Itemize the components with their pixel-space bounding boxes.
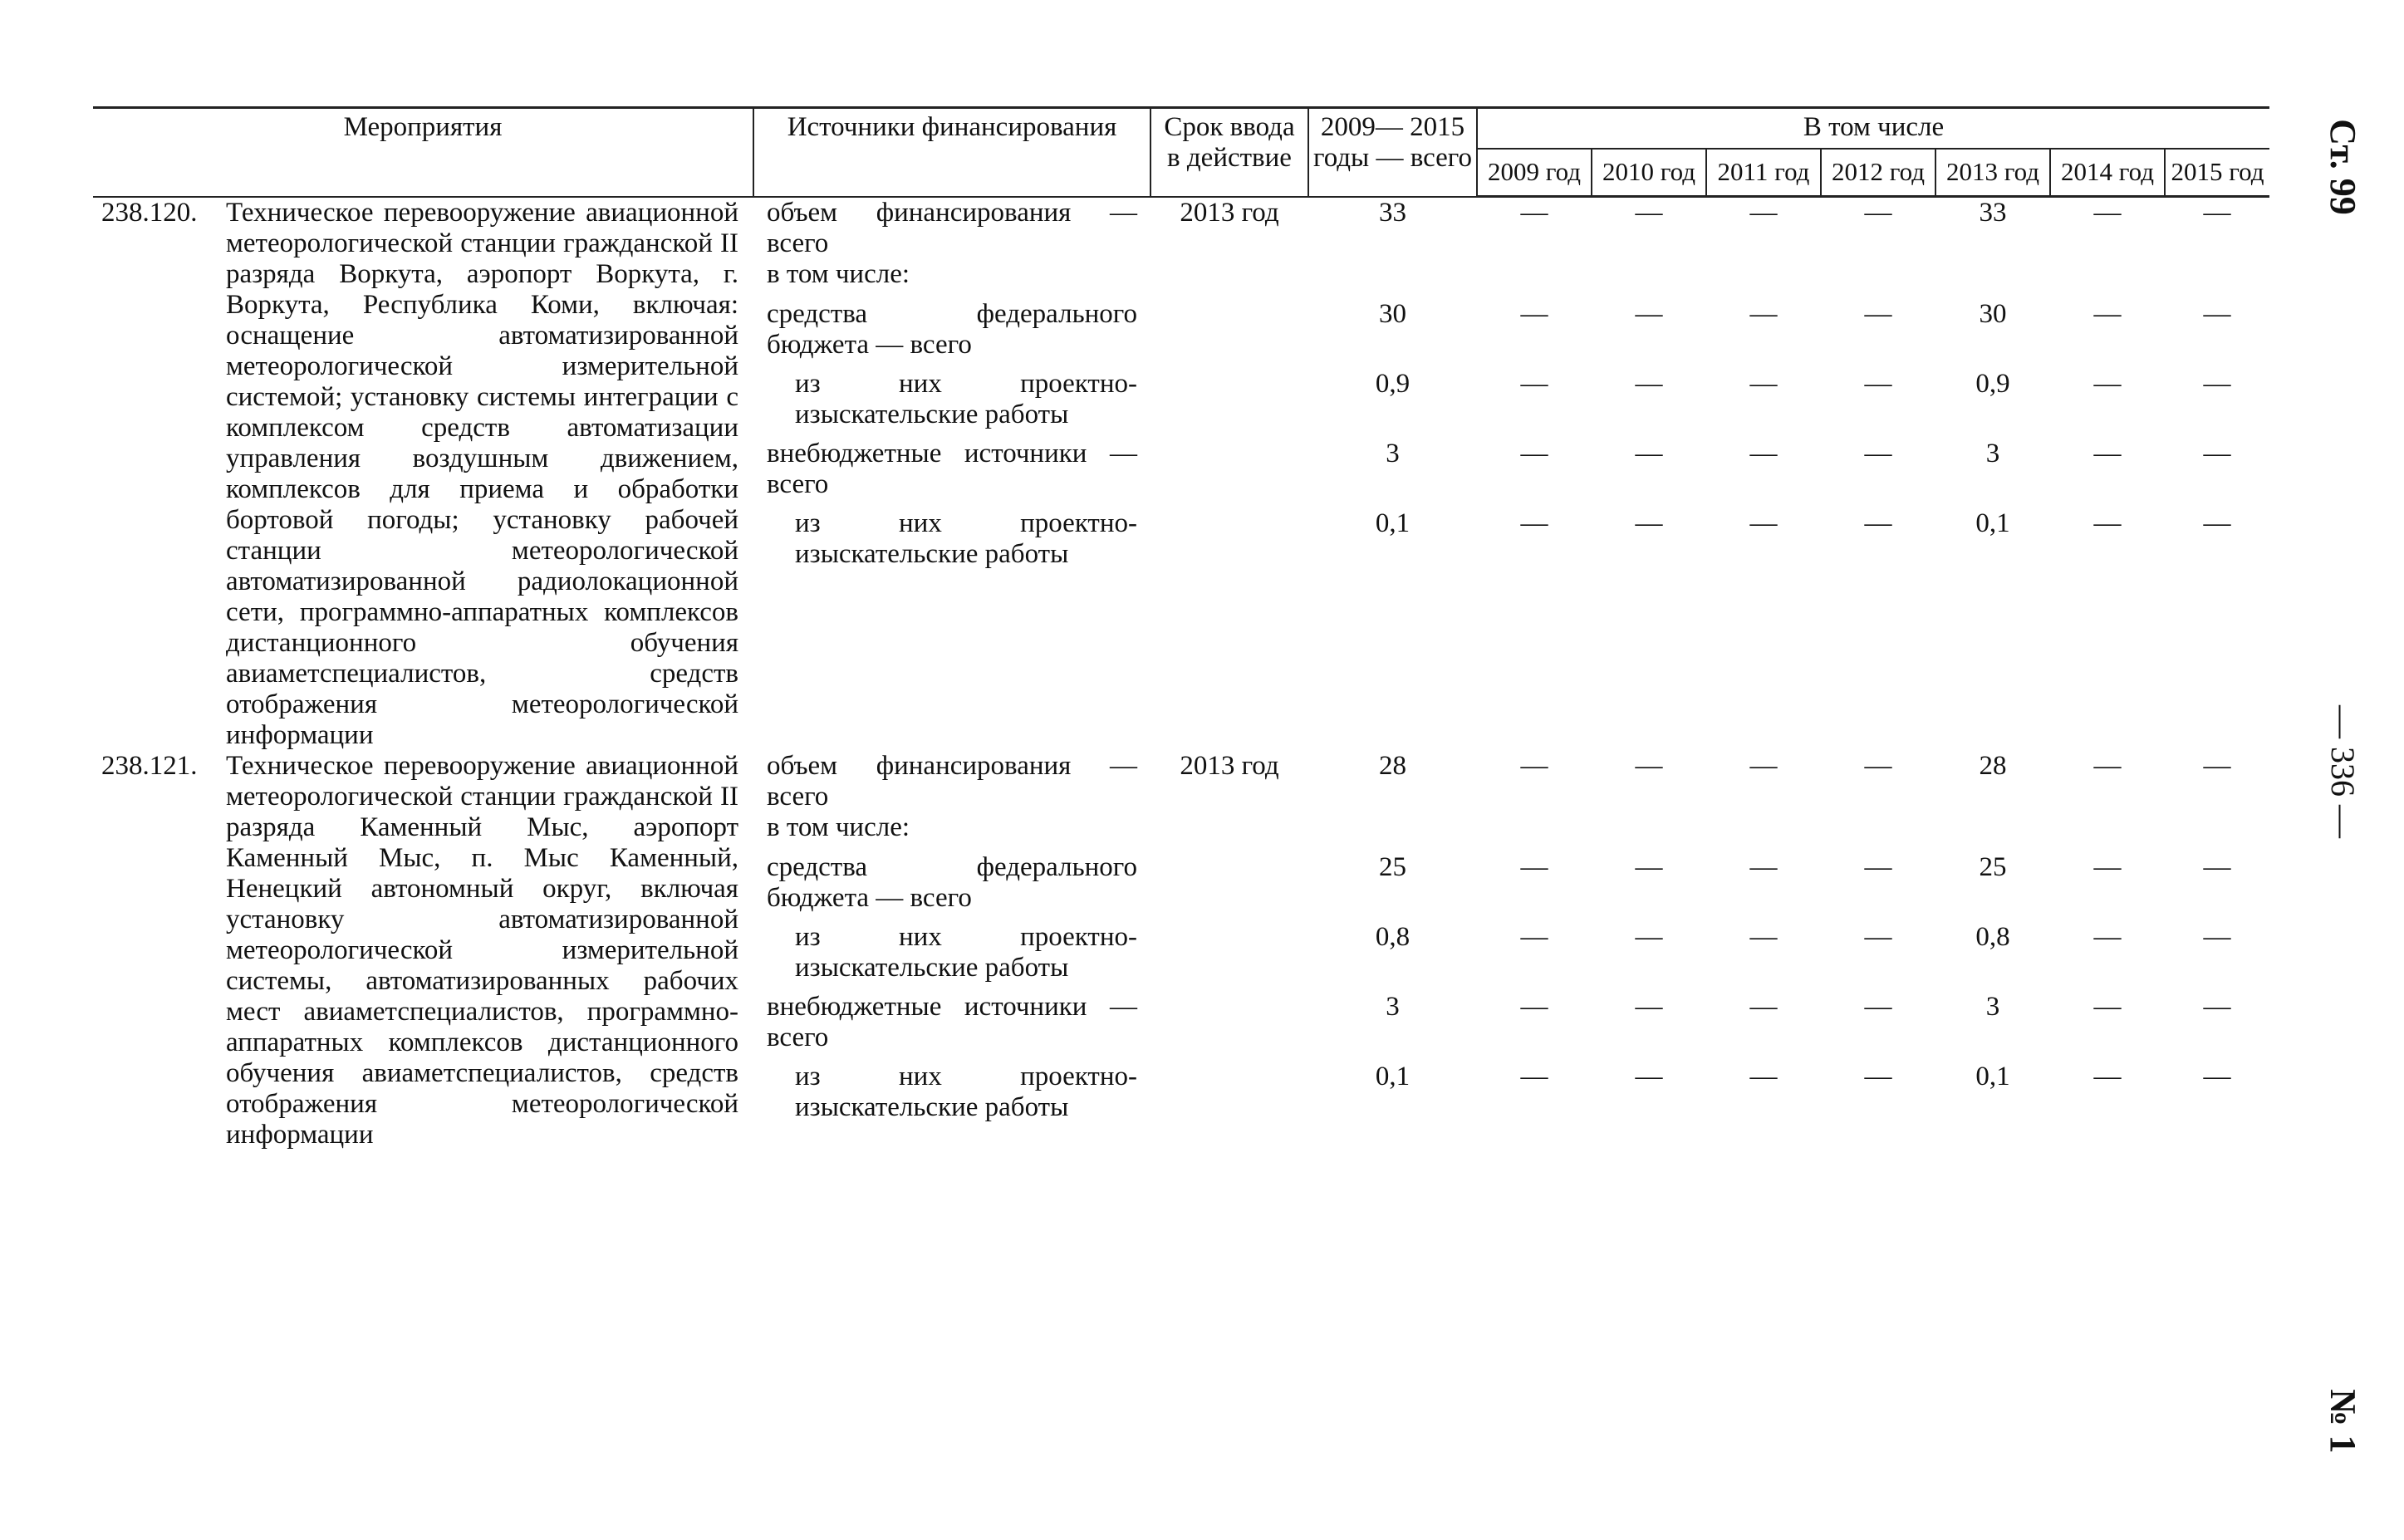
value-total: — — [1520, 750, 1548, 781]
source-total: объем финансирования — всего — [767, 197, 1137, 258]
value-extra: 3 — [1386, 991, 1400, 1022]
value-federal-design: — — [1520, 369, 1548, 399]
value-total: — — [2093, 750, 2122, 781]
value-including — [1821, 259, 1935, 299]
value-extra: — — [1635, 991, 1663, 1022]
value-total: — — [1864, 198, 1892, 228]
value-including — [1935, 812, 2050, 852]
value-federal: 25 — [1979, 851, 2007, 882]
value-federal: — — [1864, 299, 1892, 329]
value-federal-design: — — [1635, 369, 1663, 399]
value-including — [1308, 812, 1477, 852]
source-federal-design: из них проектно-изыскательские работы — [795, 921, 1137, 983]
year-cell — [1821, 197, 1935, 751]
source-federal-design: из них проектно-изыскательские работы — [795, 368, 1137, 429]
value-federal-design: — — [1635, 921, 1663, 952]
value-extra: — — [1864, 439, 1892, 468]
table-row — [93, 197, 2269, 751]
value-extra-design: — — [1520, 508, 1548, 538]
value-federal: — — [2203, 299, 2231, 329]
header-year-2013: 2013 год — [1935, 149, 2050, 197]
value-including — [2050, 259, 2165, 299]
value-extra: — — [1520, 991, 1548, 1022]
header-year-2010: 2010 год — [1592, 149, 1706, 197]
value-total: — — [1864, 750, 1892, 781]
source-federal: средства федерального бюджета — всего — [767, 298, 1137, 360]
value-extra-design: — — [1520, 1061, 1548, 1091]
source-including: в том числе: — [767, 812, 910, 842]
value-federal: — — [2093, 851, 2122, 882]
year-cell — [1935, 751, 2050, 1150]
value-federal-design: — — [1749, 921, 1778, 952]
value-total: 33 — [1979, 198, 2007, 228]
value-federal-design: — — [2093, 921, 2122, 952]
value-total: — — [1635, 198, 1663, 228]
value-extra: — — [2093, 439, 2122, 468]
value-extra: — — [1864, 991, 1892, 1022]
header-year-2011: 2011 год — [1706, 149, 1821, 197]
value-federal-design: — — [1864, 921, 1892, 952]
value-extra-design: — — [2203, 508, 2231, 538]
value-federal: — — [1635, 851, 1663, 882]
year-cell — [2165, 751, 2269, 1150]
year-cell — [1821, 751, 1935, 1150]
value-including — [2165, 259, 2269, 299]
value-extra: — — [1520, 439, 1548, 468]
measure-cell — [93, 197, 753, 751]
value-federal-design: 0,9 — [1975, 369, 2010, 399]
value-extra: — — [2093, 991, 2122, 1022]
value-total: — — [1520, 198, 1548, 228]
year-cell — [2050, 197, 2165, 751]
header-sources: Источники финансирования — [753, 108, 1150, 197]
table-header — [93, 108, 2269, 197]
value-extra-design: — — [2093, 508, 2122, 538]
value-federal: — — [2093, 299, 2122, 329]
value-federal-design: — — [2203, 369, 2231, 399]
value-federal: — — [1520, 299, 1548, 329]
measure-cell — [93, 751, 753, 1150]
measure-entry — [93, 751, 753, 1150]
value-extra-design: — — [1635, 508, 1663, 538]
header-year-2014: 2014 год — [2050, 149, 2165, 197]
value-extra-design: — — [1749, 508, 1778, 538]
value-federal: 30 — [1379, 298, 1406, 329]
header-measures: Мероприятия — [93, 108, 753, 197]
value-federal-design: 0,8 — [1975, 921, 2010, 952]
issue-marker: № 1 — [2323, 1389, 2363, 1454]
sources-cell — [753, 197, 1150, 751]
value-federal: 25 — [1379, 851, 1406, 882]
value-federal: — — [1520, 851, 1548, 882]
header-total: 2009— 2015 годы — всего — [1308, 108, 1477, 197]
value-total: — — [1749, 750, 1778, 781]
source-extra: внебюджетные источники — всего — [767, 438, 1137, 499]
value-federal: — — [2203, 851, 2231, 882]
value-federal-design: — — [1520, 921, 1548, 952]
value-total: 28 — [1979, 750, 2007, 781]
value-total: 28 — [1379, 750, 1406, 781]
table-body — [93, 197, 2269, 1150]
page-number: — 336 — — [2324, 705, 2362, 838]
value-including — [1706, 812, 1821, 852]
value-total: — — [1635, 750, 1663, 781]
source-extra: внебюджетные источники — всего — [767, 991, 1137, 1052]
value-extra: 3 — [1985, 991, 2000, 1022]
measure-description: Техническое перевооружение авиационной метеорологической станции гражданской II разряда Каменный Мыс, аэропорт Каменный Мыс, п. Мыс Каменный, Ненецкий автономный округ, включая установку автоматизированной метеорологической измерительной системы, автоматизированных рабочих мест авиаметспециалистов, программно-аппаратных комплексов дистанционного обучения авиаметспециалистов, средств отображения метеорологической информации — [226, 750, 738, 1150]
source-extra-design: из них проектно-изыскательские работы — [795, 1061, 1137, 1122]
value-extra: — — [1635, 439, 1663, 468]
source-extra-design: из них проектно-изыскательские работы — [795, 508, 1137, 569]
value-extra: — — [2203, 439, 2231, 468]
value-federal-design: — — [2093, 369, 2122, 399]
value-federal-design: — — [1749, 369, 1778, 399]
measure-description: Техническое перевооружение авиационной метеорологической станции гражданской II разряда Воркута, аэропорт Воркута, г. Воркута, Республика Коми, включая: оснащение автоматизированной метеорологической измерительной системой; установку системы интеграции с комплексом средств автоматизации управления воздушным движением, комплексов для приема и обработки бортовой погоды; установку рабочей станции метеорологической автоматизированной радиолокационной сети, программно-аппаратных комплексов дистанционного обучения авиаметспециалистов, средств отображения метеорологической информации — [226, 197, 738, 750]
value-federal: — — [1749, 299, 1778, 329]
year-cell — [1706, 751, 1821, 1150]
value-extra-design: 0,1 — [1975, 1061, 2010, 1091]
value-total: — — [2203, 198, 2231, 228]
value-federal: 30 — [1979, 299, 2007, 329]
year-cell — [1592, 197, 1706, 751]
year-cell — [1477, 751, 1592, 1150]
value-including — [1592, 259, 1706, 299]
value-federal: — — [1749, 851, 1778, 882]
value-total: — — [2203, 750, 2231, 781]
value-extra: — — [1749, 991, 1778, 1022]
value-extra-design: — — [1864, 1061, 1892, 1091]
value-federal-design: — — [1864, 369, 1892, 399]
value-federal-design: — — [2203, 921, 2231, 952]
article-marker: Ст. 99 — [2323, 119, 2363, 215]
value-including — [1592, 812, 1706, 852]
value-extra: — — [1749, 439, 1778, 468]
value-extra-design: — — [2203, 1061, 2231, 1091]
value-extra: 3 — [1386, 438, 1400, 468]
value-extra-design: — — [2093, 1061, 2122, 1091]
year-cell — [1592, 751, 1706, 1150]
header-year-2015: 2015 год — [2165, 149, 2269, 197]
value-extra-design: 0,1 — [1375, 508, 1411, 538]
table-row — [93, 751, 2269, 1150]
header-deadline: Срок ввода в действие — [1150, 108, 1308, 197]
year-cell — [1706, 197, 1821, 751]
deadline-cell — [1150, 751, 1308, 1150]
total-cell — [1308, 197, 1477, 751]
value-total: — — [2093, 198, 2122, 228]
value-including — [1706, 259, 1821, 299]
header-year-2009: 2009 год — [1477, 149, 1592, 197]
financing-table — [93, 106, 2269, 1150]
year-cell — [1477, 197, 1592, 751]
measure-number: 238.121. — [101, 750, 198, 781]
value-including — [2165, 812, 2269, 852]
value-federal-design: 0,9 — [1375, 368, 1411, 399]
value-including — [1308, 259, 1477, 299]
value-federal: — — [1864, 851, 1892, 882]
value-including — [1935, 259, 2050, 299]
value-extra: — — [2203, 991, 2231, 1022]
value-including — [1821, 812, 1935, 852]
measure-entry — [93, 198, 753, 751]
value-including — [1477, 259, 1592, 299]
deadline-value: 2013 год — [1180, 750, 1279, 781]
value-extra-design: 0,1 — [1375, 1061, 1411, 1091]
value-extra-design: — — [1635, 1061, 1663, 1091]
value-extra-design: — — [1864, 508, 1892, 538]
deadline-cell — [1150, 197, 1308, 751]
value-federal-design: 0,8 — [1375, 921, 1411, 952]
value-extra-design: — — [1749, 1061, 1778, 1091]
value-total: 33 — [1379, 197, 1406, 228]
year-cell — [1935, 197, 2050, 751]
measure-number: 238.120. — [101, 197, 198, 228]
source-including: в том числе: — [767, 258, 910, 289]
value-including — [1477, 812, 1592, 852]
source-federal: средства федерального бюджета — всего — [767, 851, 1137, 913]
value-extra: 3 — [1985, 439, 2000, 468]
deadline-value: 2013 год — [1180, 197, 1279, 228]
source-total: объем финансирования — всего — [767, 750, 1137, 812]
value-federal: — — [1635, 299, 1663, 329]
value-extra-design: 0,1 — [1975, 508, 2010, 538]
value-total: — — [1749, 198, 1778, 228]
total-cell — [1308, 751, 1477, 1150]
year-cell — [2165, 197, 2269, 751]
header-year-2012: 2012 год — [1821, 149, 1935, 197]
value-including — [2050, 812, 2165, 852]
sources-cell — [753, 751, 1150, 1150]
year-cell — [2050, 751, 2165, 1150]
header-including: В том числе — [1477, 108, 2269, 150]
